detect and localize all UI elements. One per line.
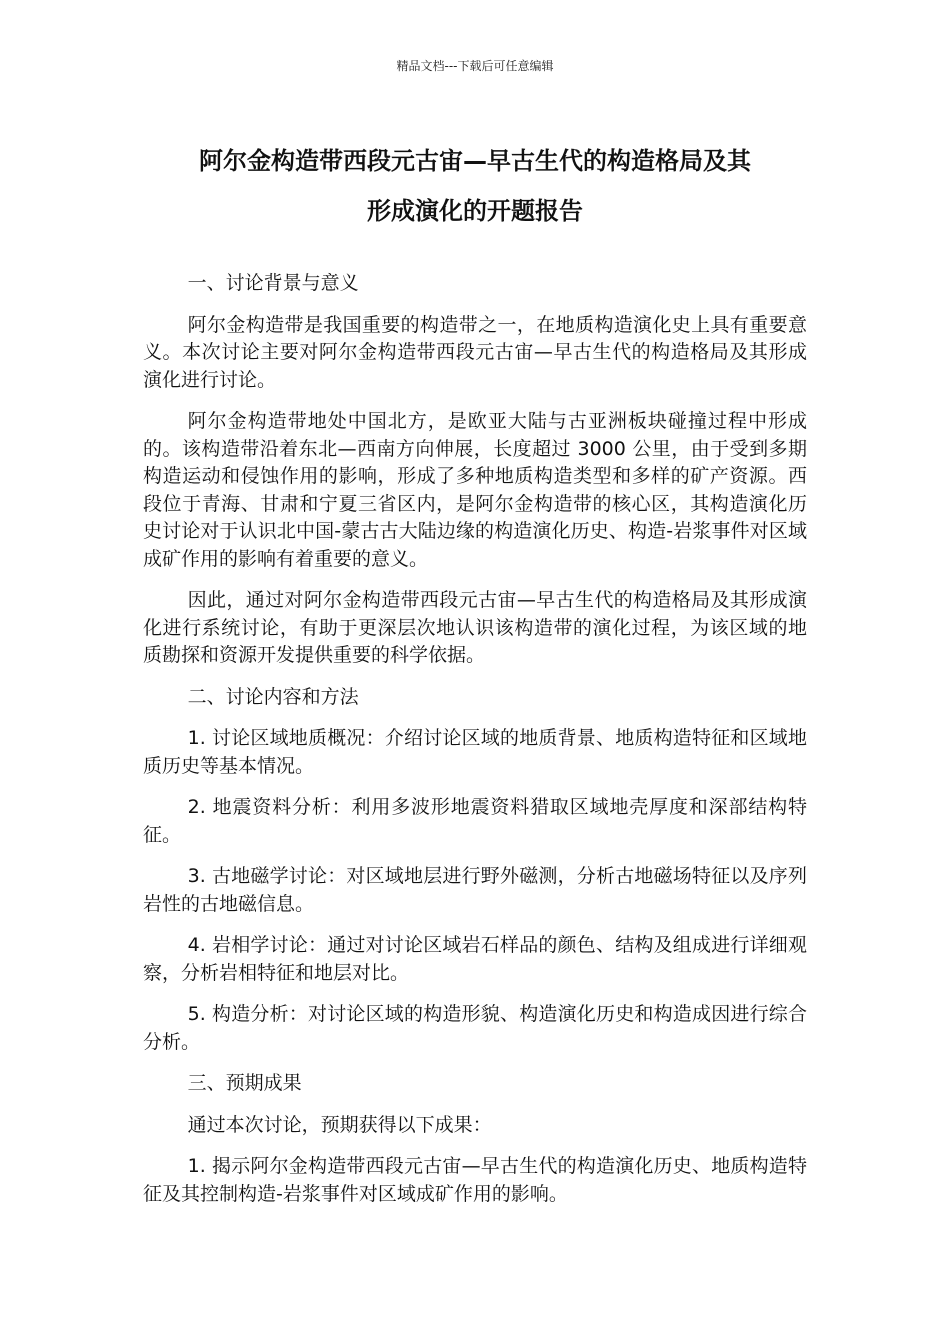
document-title-line-2: 形成演化的开题报告 <box>367 197 583 225</box>
paragraph-background-3: 因此，通过对阿尔金构造带西段元古宙—早古生代的构造格局及其形成演化进行系统讨论，有助于更深层次地认识该构造带的演化过程，为该区域的地质勘探和资源开发提供重要的科学依据。 <box>143 589 807 666</box>
header-note: 精品文档---下载后可任意编辑 <box>396 59 554 73</box>
document-body <box>143 270 807 1222</box>
document-title-line-1: 阿尔金构造带西段元古宙—早古生代的构造格局及其 <box>199 147 751 175</box>
outcomes-intro: 通过本次讨论，预期获得以下成果： <box>187 1113 492 1136</box>
section-heading-methods: 二、讨论内容和方法 <box>187 685 359 708</box>
paragraph-background-1: 阿尔金构造带是我国重要的构造带之一，在地质构造演化史上具有重要意义。本次讨论主要对阿尔金构造带西段元古宙—早古生代的构造格局及其形成演化进行讨论。 <box>143 313 807 391</box>
outcomes-item-1: 1. 揭示阿尔金构造带西段元古宙—早古生代的构造演化历史、地质构造特征及其控制构造-岩浆事件对区域成矿作用的影响。 <box>143 1155 807 1205</box>
paragraph-background-2: 阿尔金构造带地处中国北方，是欧亚大陆与古亚洲板块碰撞过程中形成的。该构造带沿着东北—西南方向伸展，长度超过 3000 公里，由于受到多期构造运动和侵蚀作用的影响，形成了多种地质构造类型和多样的矿产资源。西段位于青海、甘肃和宁夏三省区内，是阿尔金构造带的核心区，其构造演化历史讨论对于认识北中国-蒙古古大陆边缘的构造演化历史、构造-岩浆事件对区域成矿作用的影响有着重要的意义。 <box>143 410 807 570</box>
section-heading-outcomes: 三、预期成果 <box>187 1072 302 1094</box>
section-heading-background: 一、讨论背景与意义 <box>187 272 359 294</box>
methods-item-2: 2. 地震资料分析：利用多波形地震资料猎取区域地壳厚度和深部结构特征。 <box>143 796 807 846</box>
methods-item-1: 1. 讨论区域地质概况：介绍讨论区域的地质背景、地质构造特征和区域地质历史等基本情况。 <box>143 727 807 777</box>
methods-item-3: 3. 古地磁学讨论：对区域地层进行野外磁测，分析古地磁场特征以及序列岩性的古地磁信息。 <box>143 865 807 915</box>
document-title <box>143 136 807 236</box>
methods-item-4: 4. 岩相学讨论：通过对讨论区域岩石样品的颜色、结构及组成进行详细观察，分析岩相特征和地层对比。 <box>143 934 807 984</box>
methods-item-5: 5. 构造分析：对讨论区域的构造形貌、构造演化历史和构造成因进行综合分析。 <box>143 1003 807 1053</box>
